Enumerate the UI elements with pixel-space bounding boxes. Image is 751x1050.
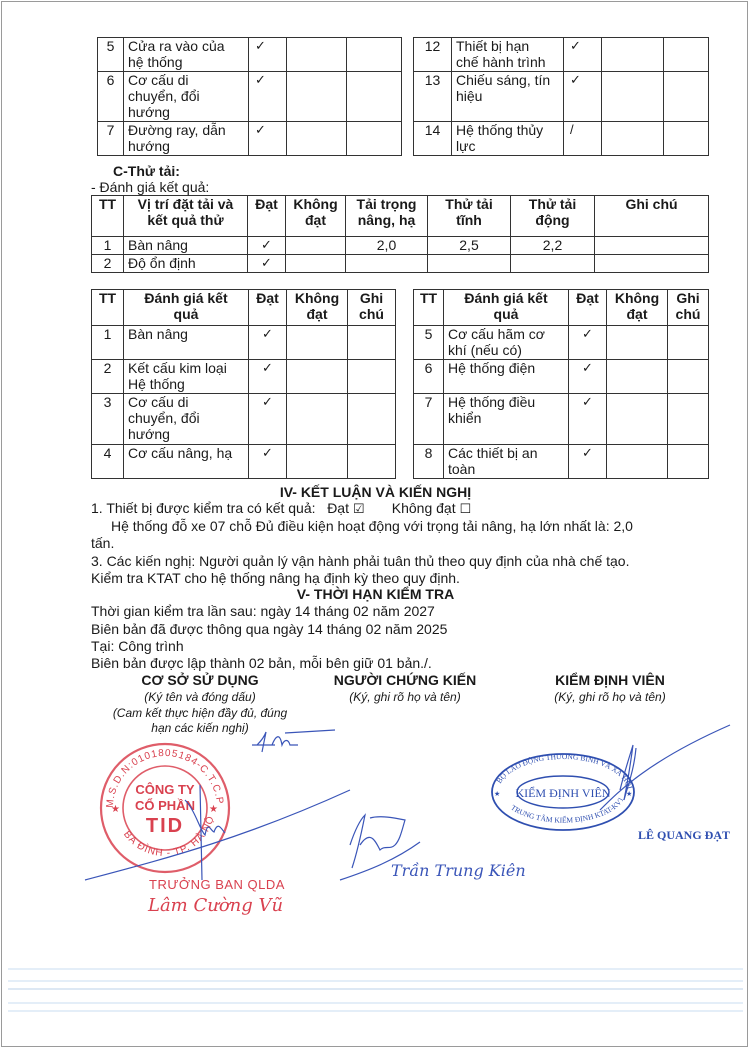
position: Độ ổn định xyxy=(124,255,248,273)
header-item: Đánh giá kết quả xyxy=(124,290,249,326)
header-tt: TT xyxy=(92,196,124,237)
row-number: 4 xyxy=(92,445,124,479)
user-signature xyxy=(85,785,350,880)
user-signature-note2: (Cam kết thực hiện đầy đủ, đúng xyxy=(112,706,288,720)
pass-check: ✓ xyxy=(569,445,607,479)
item-name: Hệ thống điều khiển xyxy=(444,394,569,445)
user-signature-note3: hạn các kiến nghị) xyxy=(151,721,249,735)
stamp-top-text: M.S.D.N:0101805184-C.T.C.P xyxy=(104,747,225,809)
recommendation-line2: Kiểm tra KTAT cho hệ thống nâng hạ định kỳ theo quy định. xyxy=(91,570,460,586)
row-number: 5 xyxy=(98,38,124,72)
recommendation-line1: 3. Các kiến nghị: Người quản lý vận hành phải tuân thủ theo quy định của nhà chế tạo. xyxy=(91,553,630,569)
header-fail: Không đạt xyxy=(286,196,346,237)
header-fail: Không đạt xyxy=(607,290,668,326)
inspector-stamp xyxy=(488,748,638,834)
star-icon: ★ xyxy=(626,791,633,798)
inspector-signature-title: KIỂM ĐỊNH VIÊN xyxy=(555,672,665,688)
star-icon: ★ xyxy=(494,791,501,798)
pass-check: ✓ xyxy=(248,237,286,255)
item-name: Cơ cấu nâng, hạ xyxy=(124,445,249,479)
header-fail: Không đạt xyxy=(287,290,348,326)
item-name: Chiếu sáng, tín hiệu xyxy=(452,72,564,122)
user-name: Lâm Cường Vũ xyxy=(148,895,284,916)
fail-label: Không đạt xyxy=(391,500,456,516)
copies-note: Biên bản được lập thành 02 bản, mỗi bên giữ 01 bản./. xyxy=(91,655,432,671)
scan-artifact xyxy=(8,1002,743,1004)
item-name: Bàn nâng xyxy=(124,326,249,360)
user-signature-note1: (Ký tên và đóng dấu) xyxy=(144,690,256,704)
item-name: Cửa ra vào của hệ thống xyxy=(124,38,249,72)
header-rated-load: Tải trọng nâng, hạ xyxy=(346,196,428,237)
row-number: 13 xyxy=(414,72,452,122)
stamp-center-text: KIỂM ĐỊNH VIÊN xyxy=(515,786,611,800)
header-note: Ghi chú xyxy=(595,196,709,237)
item-name: Hệ thống thủy lực xyxy=(452,122,564,156)
row-number: 5 xyxy=(414,326,444,360)
row-number: 1 xyxy=(92,326,124,360)
item-name: Cơ cấu di chuyển, đổi hướng xyxy=(124,394,249,445)
star-icon: ★ xyxy=(111,804,120,815)
dynamic-test: 2,2 xyxy=(511,237,595,255)
pass-check: ✓ xyxy=(248,255,286,273)
row-number: 3 xyxy=(92,394,124,445)
user-position: TRƯỞNG BAN QLDA xyxy=(149,877,285,892)
pass-check: ✓ xyxy=(249,326,287,360)
row-number: 1 xyxy=(92,237,124,255)
row-number: 8 xyxy=(414,445,444,479)
result-label: 1. Thiết bị được kiểm tra có kết quả: xyxy=(91,500,316,516)
pass-check: ✓ xyxy=(569,394,607,445)
row-number: 2 xyxy=(92,360,124,394)
load-test-subheading: - Đánh giá kết quả: xyxy=(91,179,210,195)
pass-check: ✓ xyxy=(564,72,602,122)
row-number: 7 xyxy=(414,394,444,445)
row-number: 12 xyxy=(414,38,452,72)
pass-check: ✓ xyxy=(569,360,607,394)
row-number: 7 xyxy=(98,122,124,156)
pass-checkbox-icon: ☑ xyxy=(352,501,365,516)
row-number: 2 xyxy=(92,255,124,273)
next-inspection-date: Thời gian kiểm tra lần sau: ngày 14 tháng 02 năm 2027 xyxy=(91,603,435,619)
item-name: Cơ cấu hãm cơ khí (nếu có) xyxy=(444,326,569,360)
pass-check: ✓ xyxy=(564,38,602,72)
stamp-line1: CÔNG TY xyxy=(135,782,195,797)
stamp-line2: CỔ PHẦN xyxy=(135,798,195,813)
header-tt: TT xyxy=(414,290,444,326)
item-name: Các thiết bị an toàn xyxy=(444,445,569,479)
pass-check: ✓ xyxy=(249,445,287,479)
pass-check: ✓ xyxy=(249,38,287,72)
inspector-signature-note: (Ký, ghi rõ họ và tên) xyxy=(554,690,666,704)
header-position: Vị trí đặt tải và kết quả thử xyxy=(124,196,248,237)
scan-artifact xyxy=(8,980,743,982)
static-test: 2,5 xyxy=(428,237,511,255)
row-number: 14 xyxy=(414,122,452,156)
fail-checkbox-icon: ☐ xyxy=(459,501,472,516)
header-dynamic-test: Thử tải động xyxy=(511,196,595,237)
stamp-top-text: BỘ LAO ĐỘNG THƯƠNG BINH VÀ XÃ HỘI xyxy=(494,751,635,790)
rated-load: 2,0 xyxy=(346,237,428,255)
user-initials-signature xyxy=(252,730,335,752)
header-note: Ghi chú xyxy=(348,290,396,326)
stamp-bottom-text: BA ĐÌNH - TP. HÀ NỘ xyxy=(121,814,217,860)
conclusion-heading: IV- KẾT LUẬN VÀ KIẾN NGHỊ xyxy=(279,484,472,500)
stamp-line3: TID xyxy=(145,815,185,837)
header-pass: Đạt xyxy=(249,290,287,326)
item-name: Đường ray, dẫn hướng xyxy=(124,122,249,156)
header-pass: Đạt xyxy=(569,290,607,326)
row-number: 6 xyxy=(414,360,444,394)
pass-check: ✓ xyxy=(249,360,287,394)
item-name: Hệ thống điện xyxy=(444,360,569,394)
pass-label: Đạt xyxy=(327,500,349,516)
witness-signature-note: (Ký, ghi rõ họ và tên) xyxy=(349,690,461,704)
user-signature-title: CƠ SỞ SỬ DỤNG xyxy=(141,672,259,688)
item-name: Cơ cấu di chuyển, đổi hướng xyxy=(124,72,249,122)
pass-check: / xyxy=(564,122,602,156)
item-name: Kết cấu kim loại Hệ thống xyxy=(124,360,249,394)
pass-check: ✓ xyxy=(249,72,287,122)
row-number: 6 xyxy=(98,72,124,122)
pass-check: ✓ xyxy=(249,394,287,445)
inspection-period-heading: V- THỜI HẠN KIỂM TRA xyxy=(296,586,455,602)
scan-artifact xyxy=(8,988,743,990)
star-icon: ★ xyxy=(209,804,218,815)
location: Tại: Công trình xyxy=(91,638,184,654)
conclusion-statement-line1: Hệ thống đỗ xe 07 chỗ Đủ điều kiện hoạt động với trọng tải nâng, hạ lớn nhất là: 2,0 xyxy=(111,518,633,534)
item-name: Thiết bị hạn chế hành trình xyxy=(452,38,564,72)
witness-name: Trần Trung Kiên xyxy=(391,861,526,880)
scan-artifact xyxy=(8,968,743,970)
header-pass: Đạt xyxy=(248,196,286,237)
header-static-test: Thử tải tĩnh xyxy=(428,196,511,237)
approval-date: Biên bản đã được thông qua ngày 14 tháng 02 năm 2025 xyxy=(91,621,448,637)
witness-signature-title: NGƯỜI CHỨNG KIẾN xyxy=(333,672,477,688)
header-note: Ghi chú xyxy=(668,290,709,326)
pass-check: ✓ xyxy=(249,122,287,156)
header-tt: TT xyxy=(92,290,124,326)
inspector-name: LÊ QUANG ĐẠT xyxy=(638,828,731,842)
position: Bàn nâng xyxy=(124,237,248,255)
scan-artifact xyxy=(8,1010,743,1012)
pass-check: ✓ xyxy=(569,326,607,360)
header-item: Đánh giá kết quả xyxy=(444,290,569,326)
stamp-bottom-text: TRUNG TÂM KIỂM ĐỊNH KTAT-KV1 xyxy=(509,795,626,825)
load-test-heading: C-Thử tải: xyxy=(113,163,180,179)
conclusion-statement-line2: tấn. xyxy=(91,535,115,551)
